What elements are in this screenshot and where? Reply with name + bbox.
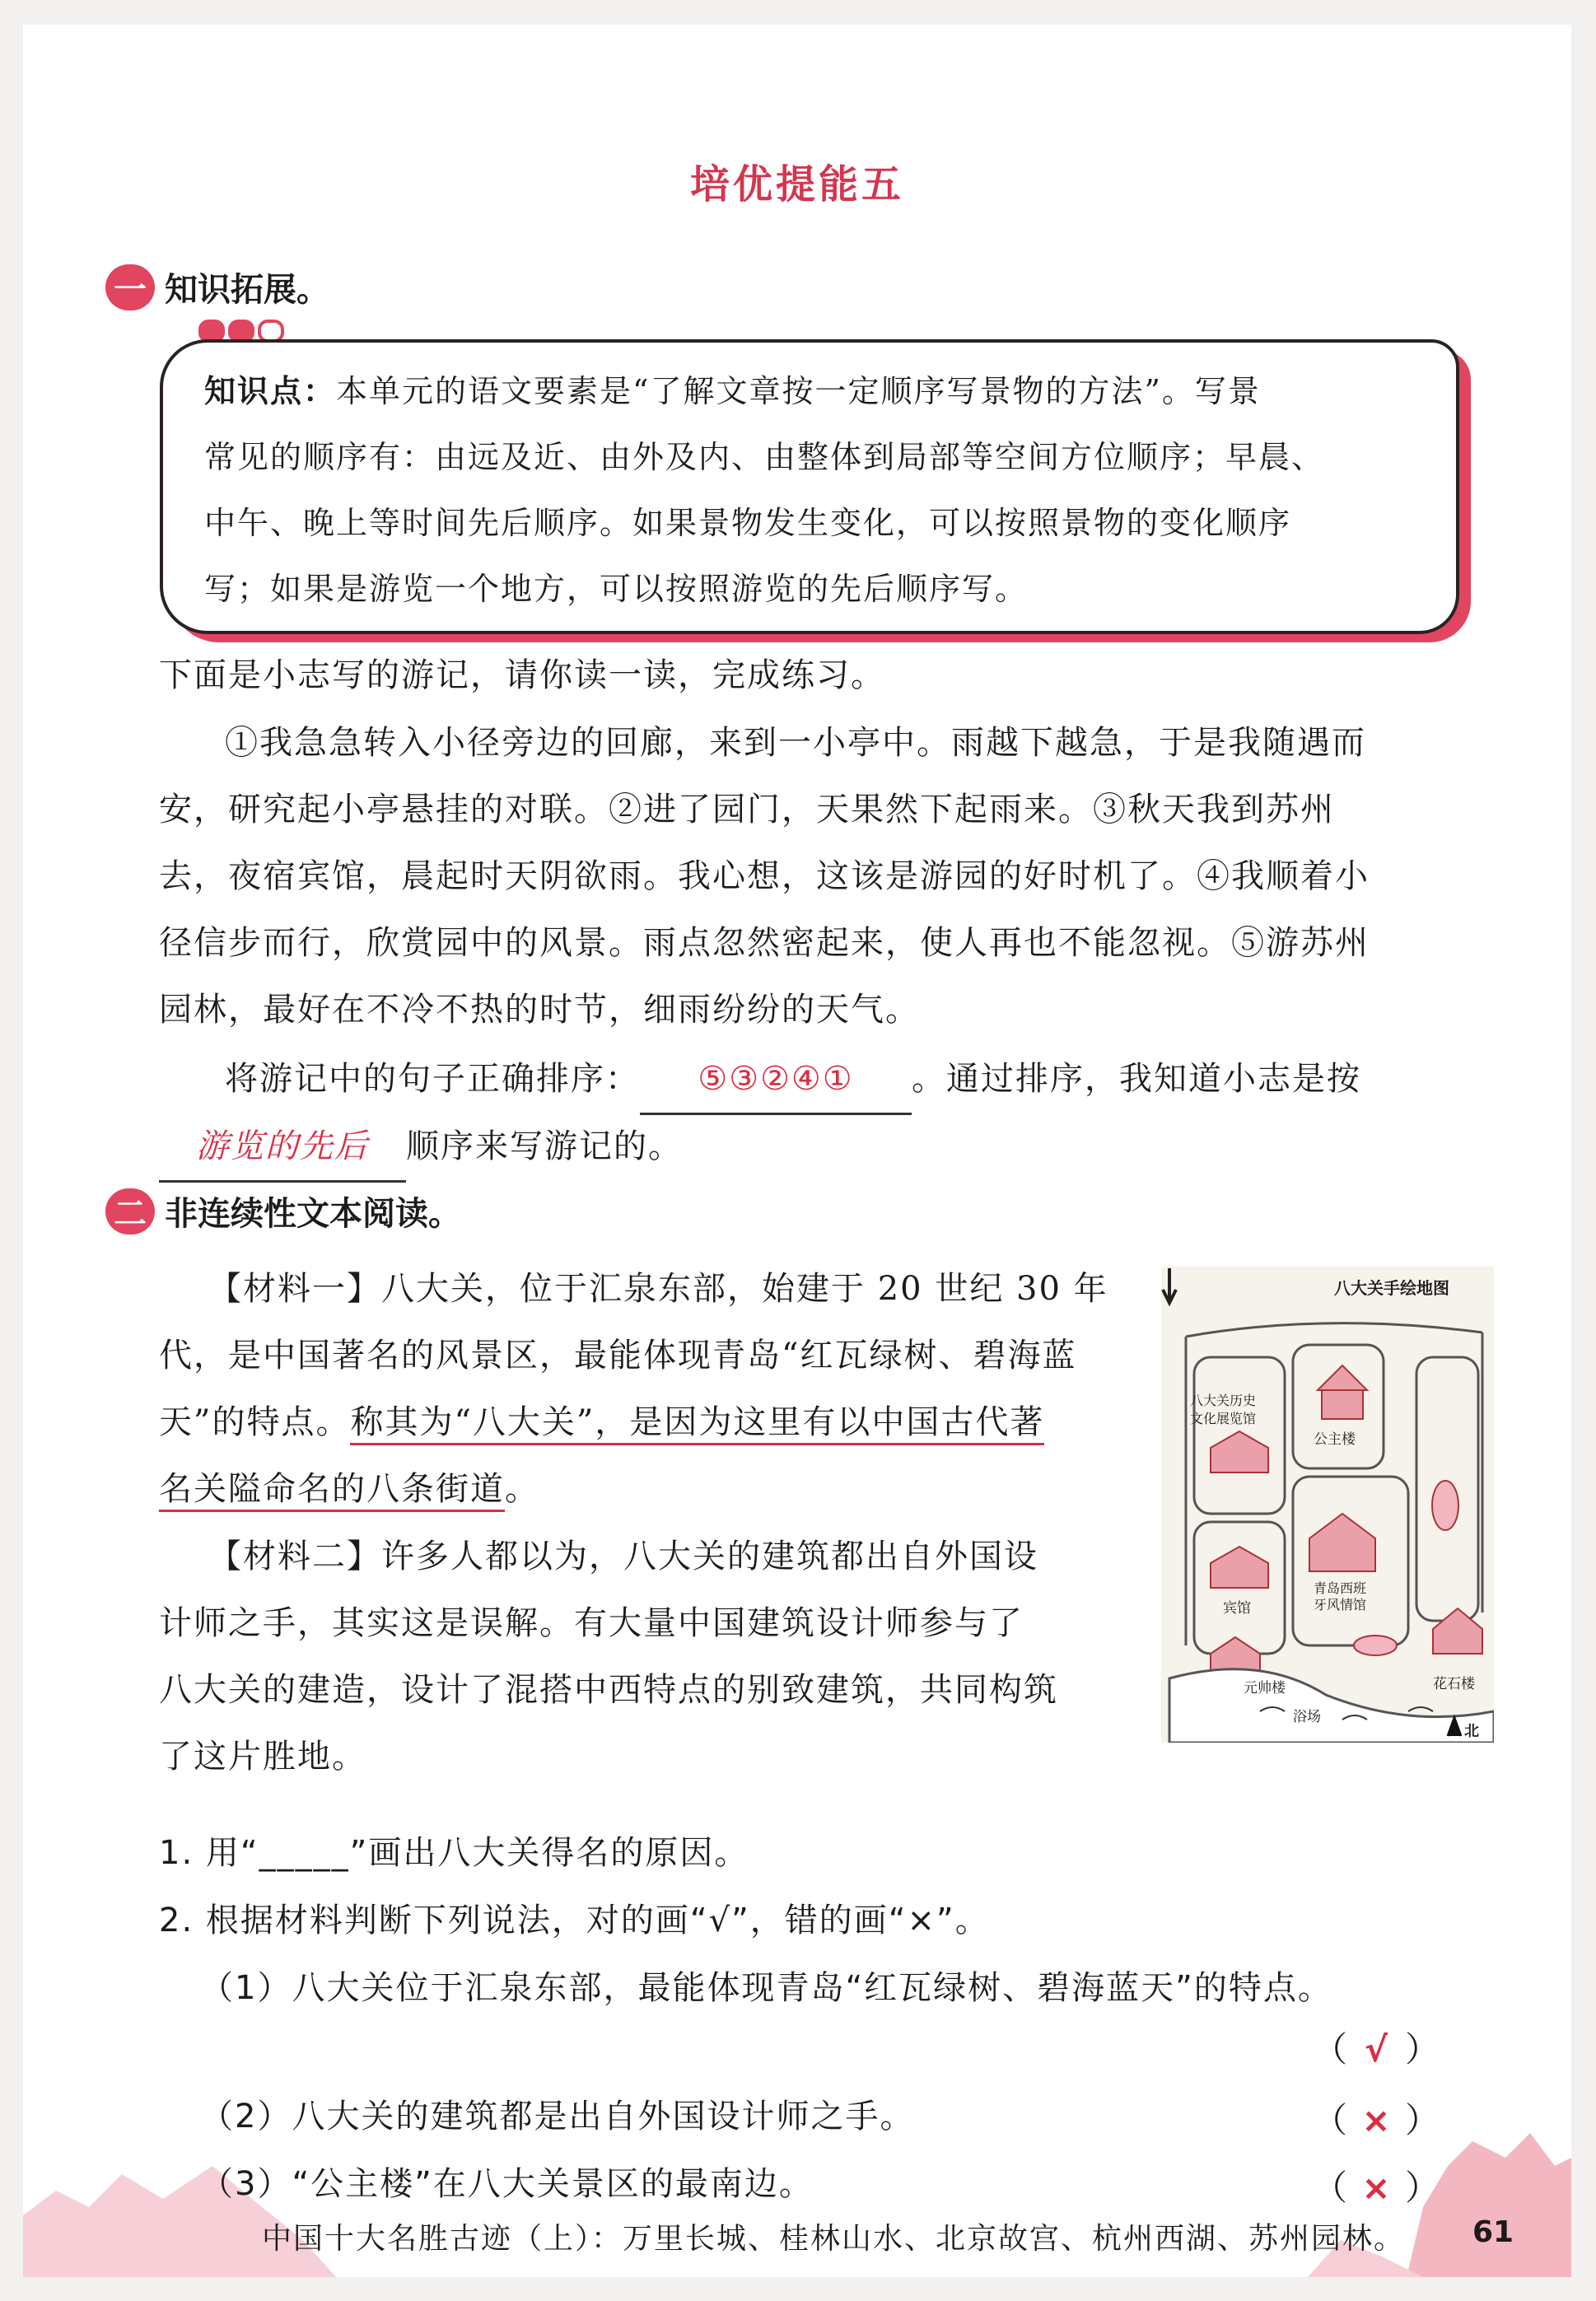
knowledge-line: 写；如果是游览一个地方，可以按照游览的先后顺序写。: [204, 571, 1029, 607]
section-2-label: 非连续性文本阅读。: [165, 1195, 461, 1233]
map-label: 宾馆: [1223, 1600, 1251, 1617]
section-2-header: [105, 1188, 461, 1235]
underlined-answer: 名关隘命名的八条街道: [159, 1470, 505, 1512]
answer-mark: √: [1364, 2029, 1388, 2070]
task-prefix: 将游记中的句子正确排序：: [225, 1060, 640, 1098]
task-middle: 。通过排序，我知道小志是按: [912, 1060, 1361, 1098]
material-line: 【材料一】八大关，位于汇泉东部，始建于 20 世纪 30 年: [208, 1270, 1108, 1308]
passage-line: 径信步而行，欣赏园中的风景。雨点忽然密起来，使人再也不能忽视。⑤游苏州: [159, 924, 1370, 962]
underlined-answer: 称其为“八大关”，是因为这里有以中国古代著: [350, 1403, 1044, 1445]
material-line: 【材料二】许多人都以为，八大关的建筑都出自外国设: [208, 1538, 1038, 1575]
knowledge-line: 常见的顺序有：由远及近、由外及内、由整体到局部等空间方位顺序；早晨、: [204, 439, 1325, 475]
map-label: 北: [1464, 1723, 1479, 1740]
badaguan-map: [1161, 1267, 1494, 1743]
material-line: 。: [505, 1470, 539, 1508]
section-1-intro: 下面是小志写的游记，请你读一读，完成练习。: [159, 656, 885, 694]
travel-passage: [159, 710, 1493, 1043]
passage-line: 去，夜宿宾馆，晨起时天阴欲雨。我心想，这该是游园的好时机了。④我顺着小: [159, 857, 1370, 895]
judgement-2-text: （2）八大关的建筑都是出自外国设计师之手。: [200, 2098, 915, 2135]
knowledge-label: 知识点：: [204, 373, 337, 409]
map-title: 八大关手绘地图: [1334, 1278, 1449, 1298]
order-answer: ⑤③②④①: [640, 1046, 912, 1115]
section-1-label: 知识拓展。: [165, 271, 329, 309]
footer-note: 中国十大名胜古迹（上）：万里长城、桂林山水、北京故宫、杭州西湖、苏州园林。: [262, 2222, 1406, 2256]
passage-line: 安，研究起小亭悬挂的对联。②进了园门，天果然下起雨来。③秋天我到苏州: [159, 791, 1335, 828]
paren-close: ）: [1404, 2029, 1440, 2070]
map-label: 文化展览馆: [1190, 1411, 1257, 1426]
ordering-task: [225, 1046, 1510, 1115]
task-suffix: 顺序来写游记的。: [406, 1127, 683, 1165]
judgement-3-answer: [1313, 2161, 1440, 2210]
material-line: 天”的特点。: [159, 1403, 351, 1441]
material-2: [159, 1524, 1180, 1790]
judgement-1-text: （1）八大关位于汇泉东部，最能体现青岛“红瓦绿树、碧海蓝天”的特点。: [200, 1969, 1332, 2007]
judgement-3-text: （3）“公主楼”在八大关景区的最南边。: [200, 2165, 814, 2203]
ordering-task-line-2: [159, 1113, 683, 1183]
page-number: 61: [1472, 2215, 1514, 2249]
workbook-page: [23, 25, 1571, 2277]
map-label: 元帅楼: [1244, 1680, 1286, 1697]
map-label: 青岛西班: [1314, 1580, 1367, 1596]
knowledge-line: 本单元的语文要素是“了解文章按一定顺序写景物的方法”。写景: [336, 373, 1261, 409]
method-answer: 游览的先后: [159, 1113, 406, 1183]
map-label: 牙风情馆: [1314, 1597, 1367, 1613]
material-1: [159, 1256, 1180, 1523]
material-line: 八大关的建造，设计了混搭中西特点的别致建筑，共同构筑: [159, 1671, 1058, 1709]
answer-mark: ×: [1361, 2100, 1391, 2140]
material-line: 代，是中国著名的风景区，最能体现青岛“红瓦绿树、碧海蓝: [159, 1337, 1077, 1375]
map-label: 浴场: [1293, 1709, 1321, 1725]
judgement-1-answer: [1313, 2023, 1440, 2072]
passage-line: ①我急急转入小径旁边的回廊，来到一小亭中。雨越下越急，于是我随遇而: [225, 724, 1366, 762]
question-1: 1. 用“_____”画出八大关得名的原因。: [159, 1834, 749, 1872]
map-label: 公主楼: [1314, 1431, 1356, 1448]
knowledge-line: 中午、晚上等时间先后顺序。如果景物发生变化，可以按照景物的变化顺序: [204, 505, 1292, 541]
paren-open: （: [1312, 2100, 1347, 2140]
paren-open: （: [1312, 2029, 1347, 2070]
paren-close: ）: [1404, 2100, 1440, 2140]
paren-open: （: [1312, 2168, 1347, 2208]
section-2-number: 二: [105, 1188, 155, 1235]
map-label: 花石楼: [1433, 1676, 1475, 1692]
answer-mark: ×: [1361, 2168, 1391, 2208]
paren-close: ）: [1404, 2168, 1440, 2208]
material-line: 了这片胜地。: [159, 1738, 366, 1776]
question-2: 2. 根据材料判断下列说法，对的画“√”，错的画“×”。: [159, 1902, 990, 1939]
section-1-header: [105, 264, 329, 310]
passage-line: 园林，最好在不冷不热的时节，细雨纷纷的天气。: [159, 991, 920, 1029]
material-line: 计师之手，其实这是误解。有大量中国建筑设计师参与了: [159, 1604, 1024, 1642]
section-1-number: 一: [105, 264, 155, 310]
map-label: 八大关历史: [1190, 1393, 1257, 1408]
knowledge-text: [204, 358, 1440, 622]
judgement-2-answer: [1313, 2093, 1440, 2143]
page-title: 培优提能五: [689, 161, 904, 208]
